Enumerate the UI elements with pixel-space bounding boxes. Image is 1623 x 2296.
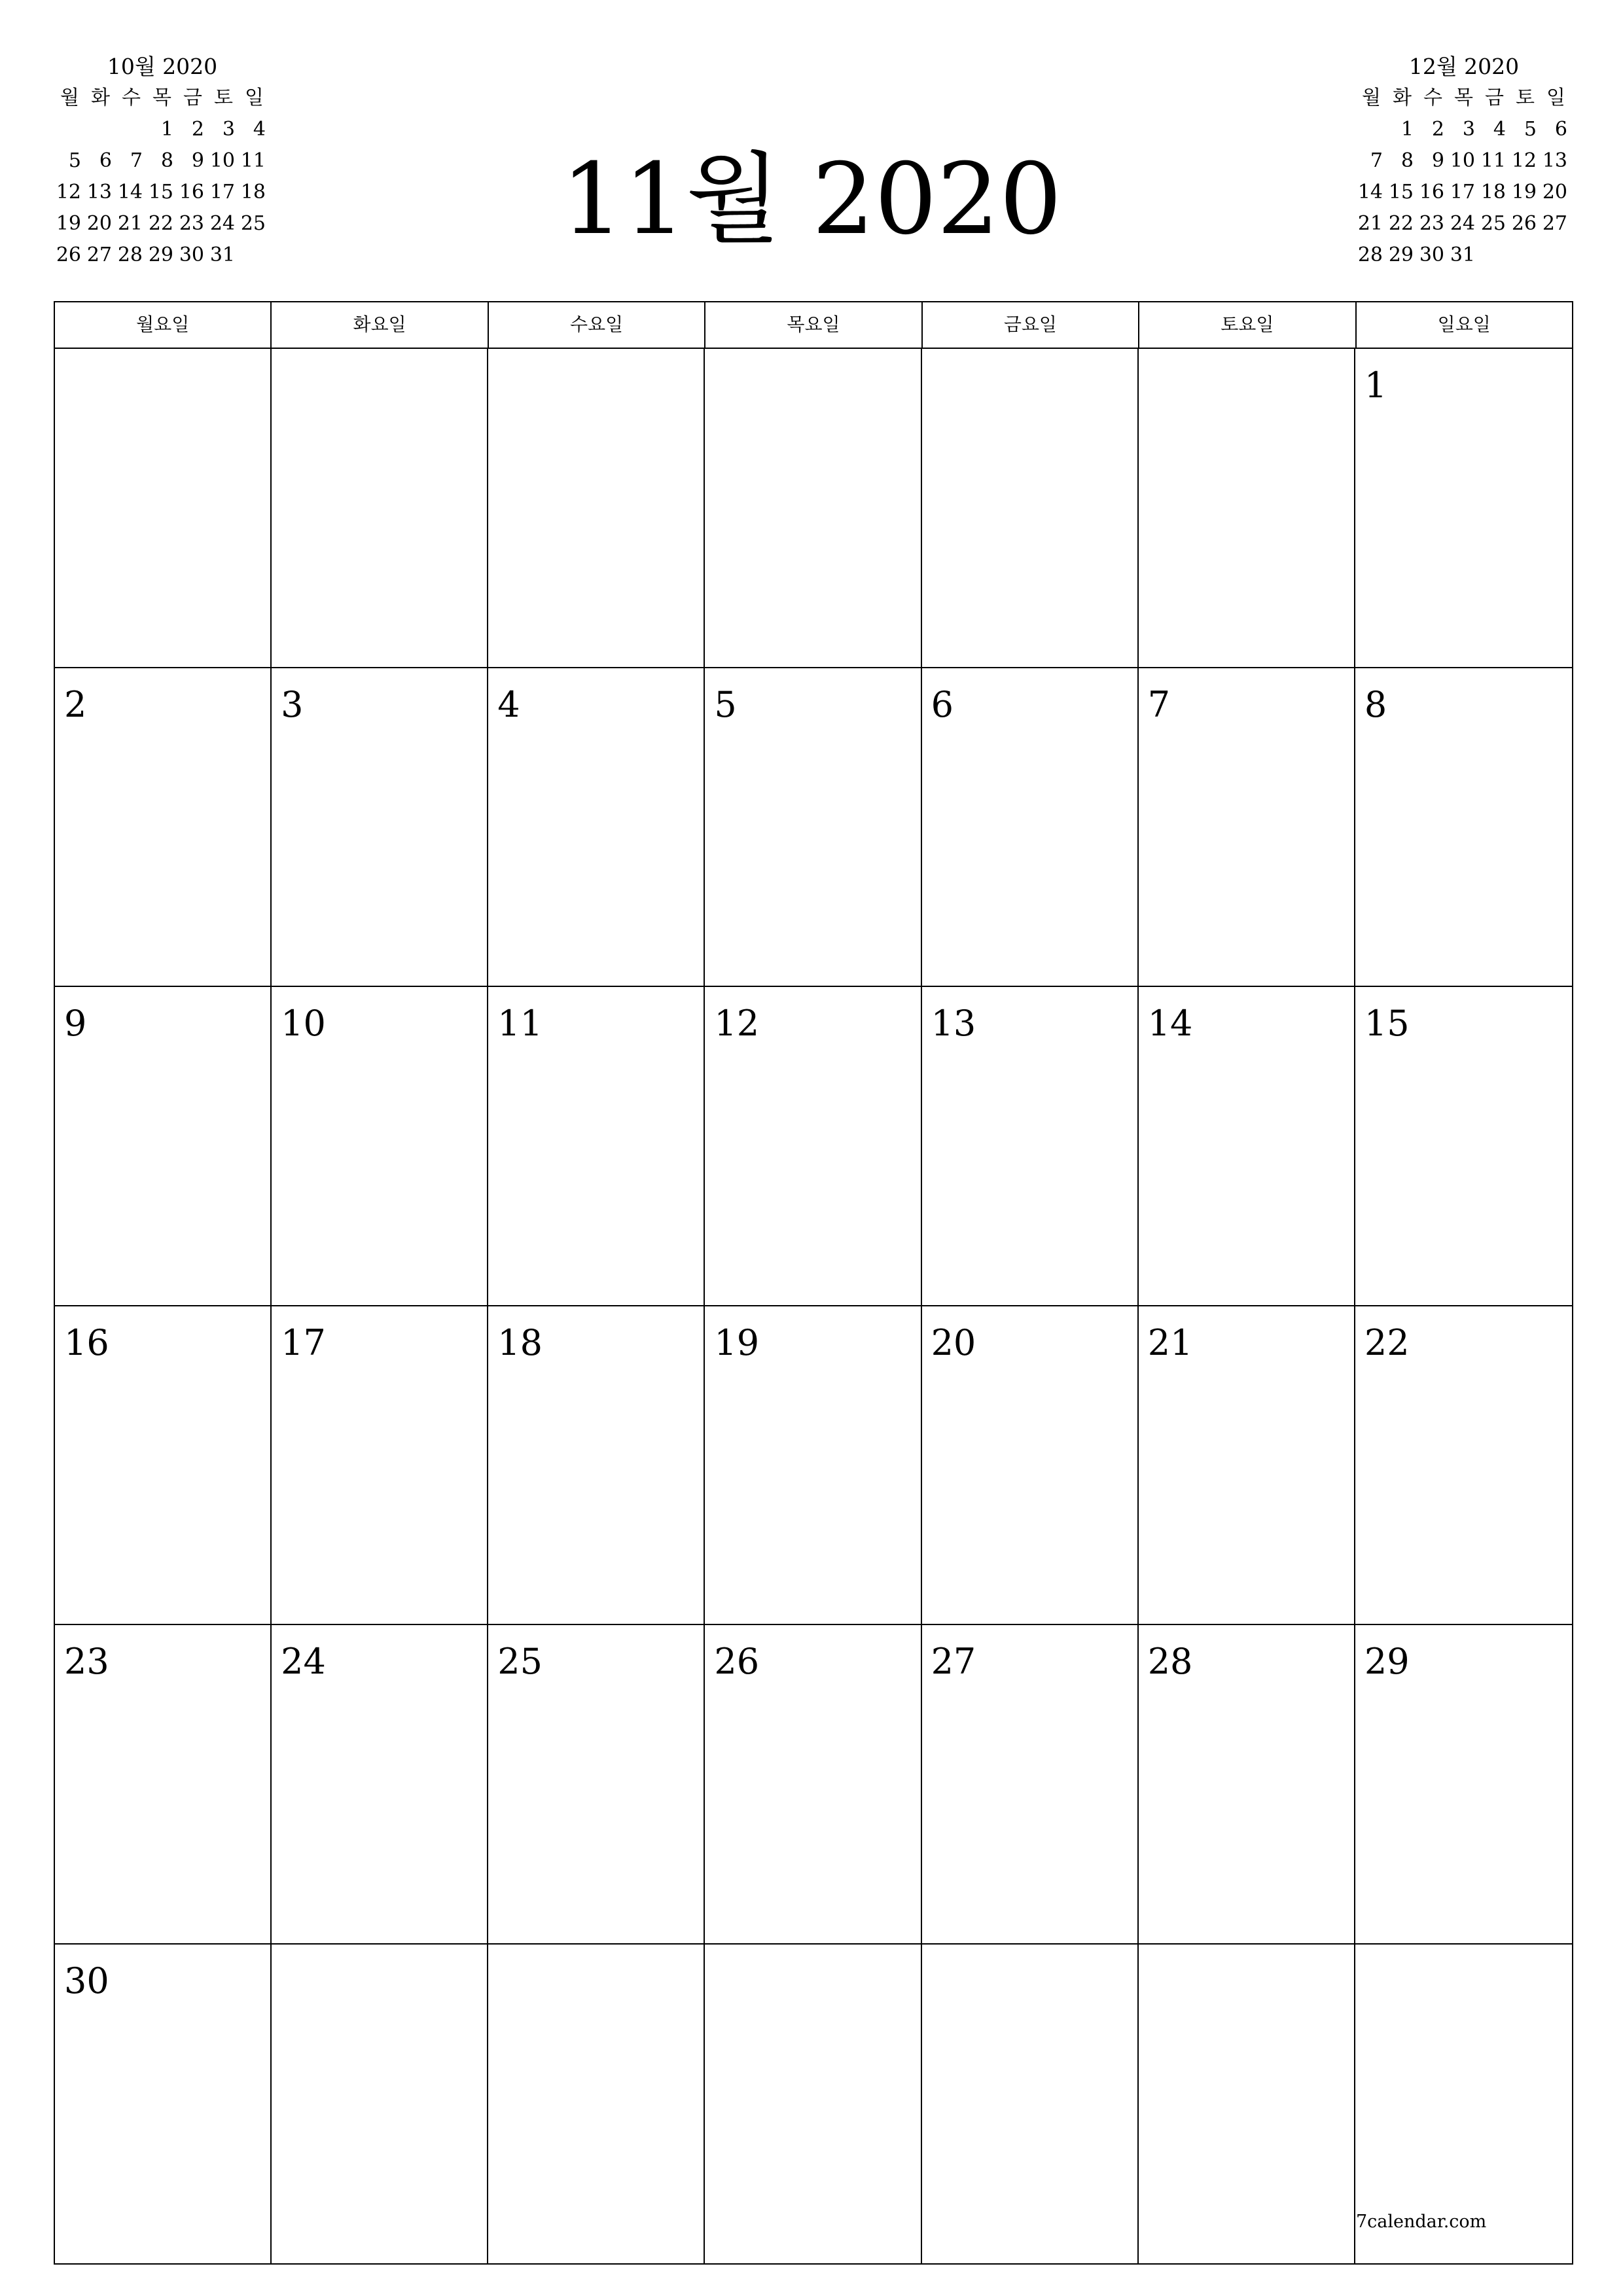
mini-day: 6 xyxy=(1554,118,1567,141)
day-cell xyxy=(1139,987,1355,1306)
mini-day: 14 xyxy=(1357,181,1383,204)
day-cell xyxy=(55,1306,272,1626)
mini-day: 29 xyxy=(148,243,173,266)
day-number: 13 xyxy=(931,1003,976,1044)
mini-day: 27 xyxy=(86,243,112,266)
day-cell xyxy=(1139,1306,1355,1626)
mini-day: 9 xyxy=(1431,149,1444,172)
mini-day: 18 xyxy=(240,181,266,204)
mini-weekday-label: 화 xyxy=(91,86,110,109)
mini-day: 5 xyxy=(1524,118,1537,141)
mini-day: 7 xyxy=(1370,149,1383,172)
day-cell xyxy=(1139,1625,1355,1945)
mini-day xyxy=(1479,240,1510,271)
mini-weekday-label: 토 xyxy=(214,86,233,109)
day-cell xyxy=(1355,987,1572,1306)
day-cell xyxy=(55,668,272,988)
day-cell xyxy=(922,349,1139,668)
mini-weekday-label: 일 xyxy=(1546,86,1565,109)
day-number: 22 xyxy=(1364,1321,1410,1363)
day-cell xyxy=(705,987,921,1306)
mini-day: 11 xyxy=(1480,149,1506,172)
day-number: 27 xyxy=(931,1641,976,1682)
day-cell xyxy=(1355,668,1572,988)
day-number: 16 xyxy=(64,1321,109,1363)
day-cell xyxy=(1139,349,1355,668)
day-number: 11 xyxy=(497,1003,543,1044)
day-number: 25 xyxy=(497,1641,543,1682)
mini-weekday-label: 화 xyxy=(1393,86,1412,109)
mini-day: 21 xyxy=(1357,212,1383,235)
weekday-header: 금요일 xyxy=(923,302,1139,348)
day-number: 5 xyxy=(714,683,737,725)
mini-day: 3 xyxy=(222,118,235,141)
mini-day: 23 xyxy=(179,212,204,235)
day-cell xyxy=(705,1625,921,1945)
day-cell xyxy=(272,349,488,668)
day-cell xyxy=(705,349,921,668)
day-number: 10 xyxy=(281,1003,326,1044)
mini-day: 13 xyxy=(86,181,112,204)
mini-day: 10 xyxy=(1450,149,1475,172)
weekday-header: 화요일 xyxy=(272,302,488,348)
day-cell xyxy=(1139,668,1355,988)
day-cell xyxy=(55,349,272,668)
mini-day: 21 xyxy=(117,212,143,235)
day-cell xyxy=(55,1945,272,2264)
mini-day xyxy=(1510,240,1541,271)
mini-day: 22 xyxy=(1388,212,1414,235)
mini-day: 6 xyxy=(99,149,112,172)
day-cell xyxy=(922,668,1139,988)
day-cell xyxy=(1355,1306,1572,1626)
day-cell xyxy=(488,1306,705,1626)
day-cell xyxy=(488,1625,705,1945)
mini-day: 7 xyxy=(130,149,143,172)
mini-day: 20 xyxy=(1542,181,1567,204)
weekday-header: 수요일 xyxy=(489,302,705,348)
day-cell xyxy=(705,668,921,988)
day-cell xyxy=(922,1625,1139,1945)
mini-day: 15 xyxy=(1388,181,1414,204)
mini-day: 30 xyxy=(179,243,204,266)
weekday-header: 일요일 xyxy=(1437,314,1491,335)
mini-day: 12 xyxy=(1511,149,1537,172)
day-number: 4 xyxy=(497,683,520,725)
weekday-header: 목요일 xyxy=(705,302,922,348)
mini-day: 26 xyxy=(1511,212,1537,235)
day-cell xyxy=(488,668,705,988)
mini-day: 28 xyxy=(1357,243,1383,266)
mini-day: 25 xyxy=(1480,212,1506,235)
mini-day: 18 xyxy=(1480,181,1506,204)
mini-weekday-label: 목 xyxy=(152,86,171,109)
day-number: 30 xyxy=(64,1960,109,2001)
mini-day: 23 xyxy=(1419,212,1444,235)
day-cell xyxy=(272,987,488,1306)
calendar-body xyxy=(55,349,1572,2263)
mini-weekday-label: 월 xyxy=(1362,86,1381,109)
mini-day: 24 xyxy=(1450,212,1475,235)
mini-day: 17 xyxy=(1450,181,1475,204)
day-number: 17 xyxy=(281,1321,326,1363)
day-number: 19 xyxy=(714,1321,760,1363)
mini-day: 31 xyxy=(1450,243,1475,266)
mini-day: 11 xyxy=(240,149,266,172)
mini-day: 4 xyxy=(253,118,266,141)
day-cell xyxy=(922,987,1139,1306)
day-cell xyxy=(1355,349,1572,668)
mini-day: 4 xyxy=(1493,118,1506,141)
day-cell xyxy=(272,1306,488,1626)
mini-day: 14 xyxy=(117,181,143,204)
mini-day: 27 xyxy=(1542,212,1567,235)
day-number: 8 xyxy=(1364,683,1387,725)
day-number: 2 xyxy=(64,683,87,725)
day-cell xyxy=(272,1625,488,1945)
mini-weekday-label: 수 xyxy=(122,86,141,109)
mini-day: 8 xyxy=(160,149,173,172)
next-month-grid xyxy=(1356,82,1572,271)
mini-day: 20 xyxy=(86,212,112,235)
mini-day: 1 xyxy=(160,118,173,141)
mini-day xyxy=(1541,240,1571,271)
day-number: 12 xyxy=(714,1003,760,1044)
next-month-title: 12월 2020 xyxy=(1408,54,1520,79)
day-cell xyxy=(488,349,705,668)
day-number: 23 xyxy=(64,1641,109,1682)
day-number: 20 xyxy=(931,1321,976,1363)
day-number: 24 xyxy=(281,1641,326,1682)
mini-day xyxy=(1356,114,1387,145)
day-cell xyxy=(272,1945,488,2264)
day-cell xyxy=(488,987,705,1306)
day-number: 18 xyxy=(497,1321,543,1363)
mini-day: 13 xyxy=(1542,149,1567,172)
weekday-header: 월요일 xyxy=(55,302,272,348)
mini-weekday-label: 수 xyxy=(1423,86,1442,109)
day-number: 15 xyxy=(1364,1003,1410,1044)
day-number: 7 xyxy=(1147,683,1171,725)
mini-day: 12 xyxy=(56,181,81,204)
mini-day: 16 xyxy=(179,181,204,204)
mini-weekday-label: 일 xyxy=(245,86,264,109)
day-cell xyxy=(488,1945,705,2264)
day-cell xyxy=(922,1306,1139,1626)
mini-day: 17 xyxy=(209,181,235,204)
watermark: 7calendar.com xyxy=(1356,2212,1487,2232)
day-cell xyxy=(272,668,488,988)
day-number: 6 xyxy=(931,683,954,725)
day-number: 14 xyxy=(1147,1003,1193,1044)
mini-weekday-label: 목 xyxy=(1454,86,1473,109)
mini-day: 16 xyxy=(1419,181,1444,204)
mini-weekday-label: 토 xyxy=(1516,86,1535,109)
day-number: 26 xyxy=(714,1641,760,1682)
mini-day: 25 xyxy=(240,212,266,235)
mini-day: 26 xyxy=(56,243,81,266)
weekday-header: 토요일 xyxy=(1139,302,1356,348)
mini-day: 3 xyxy=(1462,118,1475,141)
day-number: 28 xyxy=(1147,1641,1193,1682)
day-number: 21 xyxy=(1147,1321,1193,1363)
prev-month-title: 10월 2020 xyxy=(107,54,218,79)
day-number: 29 xyxy=(1364,1641,1410,1682)
mini-day: 5 xyxy=(68,149,81,172)
day-number: 9 xyxy=(64,1003,87,1044)
mini-weekday-label: 금 xyxy=(1485,86,1504,109)
mini-day: 2 xyxy=(1431,118,1444,141)
mini-day: 31 xyxy=(209,243,235,266)
mini-day: 19 xyxy=(1511,181,1537,204)
day-cell xyxy=(55,987,272,1306)
mini-day: 19 xyxy=(56,212,81,235)
mini-day: 29 xyxy=(1388,243,1414,266)
mini-weekday-label: 금 xyxy=(183,86,202,109)
mini-day: 30 xyxy=(1419,243,1444,266)
day-cell xyxy=(1139,1945,1355,2264)
mini-day: 24 xyxy=(209,212,235,235)
mini-day: 1 xyxy=(1400,118,1414,141)
mini-day: 22 xyxy=(148,212,173,235)
mini-day: 9 xyxy=(191,149,204,172)
next-month-calendar xyxy=(1356,51,1572,271)
day-cell xyxy=(55,1625,272,1945)
day-cell xyxy=(922,1945,1139,2264)
page-title: 11월 2020 xyxy=(561,143,1062,257)
mini-day: 15 xyxy=(148,181,173,204)
mini-weekday-label: 월 xyxy=(60,86,79,109)
day-cell xyxy=(705,1306,921,1626)
mini-day: 10 xyxy=(209,149,235,172)
mini-day: 2 xyxy=(191,118,204,141)
day-cell xyxy=(1355,1625,1572,1945)
day-number: 3 xyxy=(281,683,304,725)
mini-day: 28 xyxy=(117,243,143,266)
day-cell xyxy=(705,1945,921,2264)
month-calendar-grid xyxy=(54,301,1573,2265)
day-number: 1 xyxy=(1364,365,1387,406)
mini-day: 8 xyxy=(1400,149,1414,172)
weekday-header-row xyxy=(55,302,1572,349)
